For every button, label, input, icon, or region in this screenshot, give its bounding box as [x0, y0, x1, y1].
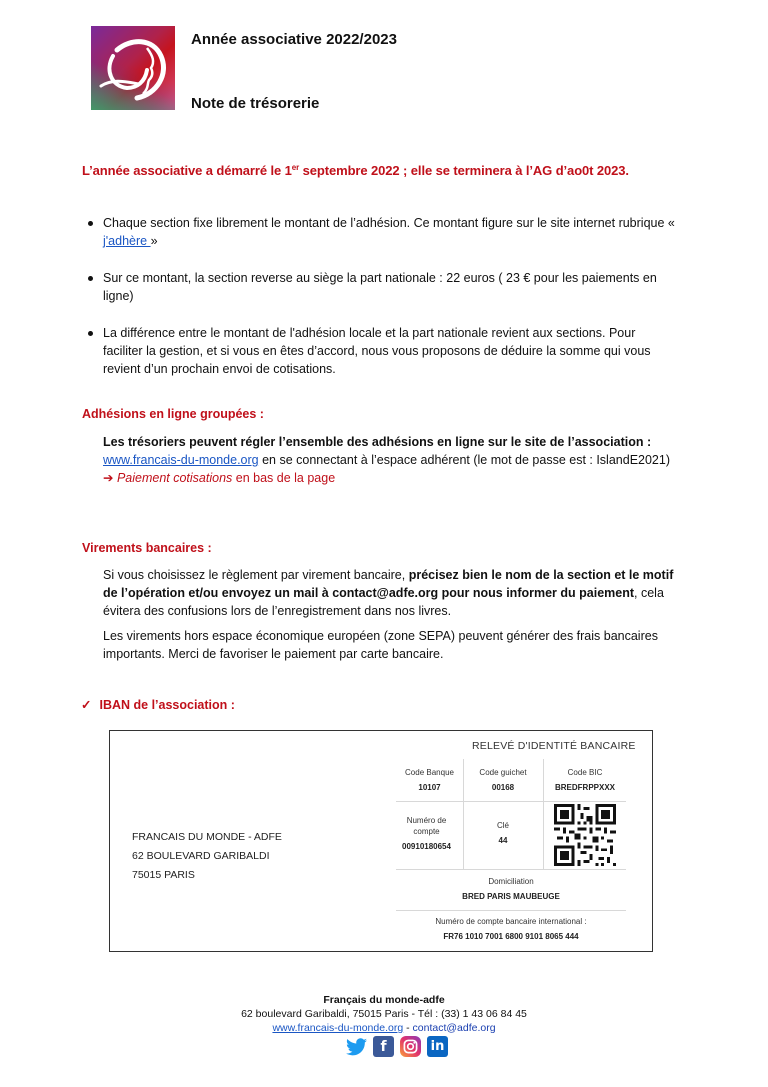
code-banque-cell [396, 767, 463, 792]
list-item [88, 269, 678, 305]
cle-value: 44 [498, 836, 508, 845]
bic-value: BREDFRPPXXX [554, 783, 615, 792]
check-icon: ✓ [81, 698, 92, 712]
address-line: FRANCAIS DU MONDE - ADFE [132, 831, 282, 843]
qr-code-icon [554, 804, 616, 866]
adfe-logo-icon [91, 26, 175, 110]
footer-separator: - [403, 1022, 413, 1034]
intro-notice [82, 163, 629, 178]
divider [396, 801, 626, 802]
bic-cell [543, 767, 627, 792]
bullet-text: Chaque section fixe librement le montant de l’adhésion. Ce montant figure sur le site internet rubrique « [103, 216, 675, 230]
cle-cell [463, 820, 543, 845]
online-paragraph [103, 433, 683, 487]
iban-label: Numéro de compte bancaire international : [435, 917, 587, 926]
account-cell [390, 815, 463, 851]
iban-value: FR76 1010 7001 6800 9101 8065 444 [443, 932, 579, 941]
jadhere-link[interactable]: j'adhère [103, 234, 151, 248]
list-item [88, 214, 678, 250]
payment-note [103, 471, 335, 485]
page-title: Année associative 2022/2023 [191, 31, 397, 48]
bullet-text: La différence entre le montant de l'adhésion locale et la part nationale revient aux sections. Pour faciliter la gestion, et si vous en êtes d’accord, nous vous proposons de déduire la somme qui vous revient d’un prochain envoi de cotisations. [103, 326, 651, 376]
social-icons [346, 1036, 448, 1057]
cle-label: Clé [496, 821, 509, 830]
bullet-list [88, 214, 678, 397]
account-label: compte [413, 827, 440, 836]
rib-card [109, 730, 653, 952]
page-subtitle: Note de trésorerie [191, 95, 320, 112]
bullet-icon [88, 331, 93, 336]
address-line: 62 BOULEVARD GARIBALDI [132, 850, 270, 862]
bullet-icon [88, 221, 93, 226]
bullet-text-end: » [150, 234, 158, 248]
transfers-bold-text: précisez bien le nom de la section et le motif de l’opération et/ou envoyez un mail à contact@adfe.org pour nous informer du paiement [103, 568, 674, 600]
list-item [88, 324, 678, 378]
transfers-text-end: , cela évitera des confusions lors de l’enregistrement dans nos livres. [103, 586, 664, 618]
bullet-icon [88, 276, 93, 281]
iban-heading-text: IBAN de l’association : [99, 698, 235, 712]
divider [396, 869, 626, 870]
code-guichet-label: Code guichet [479, 768, 527, 777]
footer-website-link[interactable]: www.francais-du-monde.org [272, 1022, 404, 1034]
website-link[interactable]: www.francais-du-monde.org [103, 453, 259, 467]
online-bold-text: Les trésoriers peuvent régler l’ensemble des adhésions en ligne sur le site de l’association : [103, 435, 652, 449]
footer-email-link[interactable]: contact@adfe.org [412, 1022, 496, 1034]
instagram-icon[interactable] [400, 1036, 421, 1057]
iban-heading [81, 697, 235, 712]
divider [396, 910, 626, 911]
code-guichet-cell [463, 767, 543, 792]
transfers-paragraph-2: Les virements hors espace économique européen (zone SEPA) peuvent générer des frais bancaires importants. Merci de favoriser le paiement par carte bancaire. [103, 629, 658, 661]
rib-address [132, 828, 282, 885]
intro-text: L’année associative a démarré le 1 [82, 163, 292, 178]
iban-cell [396, 916, 626, 941]
code-banque-value: 10107 [418, 783, 441, 792]
arrow-icon: ➔ [103, 471, 117, 485]
rib-title: RELEVÉ D'IDENTITÉ BANCAIRE [472, 740, 636, 752]
linkedin-icon[interactable]: in [427, 1036, 448, 1057]
transfers-text: Si vous choisissez le règlement par virement bancaire, [103, 568, 409, 582]
payment-note-italic: Paiement cotisations [116, 471, 233, 485]
bullet-text: Sur ce montant, la section reverse au siège la part nationale : 22 euros ( 23 € pour les paiements en ligne) [103, 271, 657, 303]
account-label: Numéro de [406, 816, 447, 825]
code-banque-label: Code Banque [405, 768, 454, 777]
transfers-section-heading: Virements bancaires : [82, 541, 212, 555]
footer-contact [0, 1021, 768, 1036]
facebook-icon[interactable]: f [373, 1036, 394, 1057]
footer-org: Français du monde-adfe [323, 994, 445, 1006]
intro-sup: er [291, 163, 300, 172]
intro-text-end: septembre 2022 ; elle se terminera à l’AG d’ao0t 2023. [299, 163, 629, 178]
address-line: 75015 PARIS [132, 869, 195, 881]
domiciliation-value: BRED PARIS MAUBEUGE [462, 892, 560, 901]
twitter-icon[interactable] [346, 1036, 367, 1057]
account-value: 00910180654 [402, 842, 451, 851]
domiciliation-cell [396, 876, 626, 901]
bic-label: Code BIC [567, 768, 603, 777]
online-section-heading: Adhésions en ligne groupées : [82, 407, 264, 421]
transfers-paragraph-1 [103, 566, 683, 620]
online-text: en se connectant à l’espace adhérent (le mot de passe est : IslandE2021) [258, 453, 670, 467]
payment-note-rest: en bas de la page [232, 471, 336, 485]
domiciliation-label: Domiciliation [488, 877, 534, 886]
code-guichet-value: 00168 [491, 783, 515, 792]
footer-address: 62 boulevard Garibaldi, 75015 Paris - Tél : (33) 1 43 06 84 45 [241, 1008, 527, 1020]
